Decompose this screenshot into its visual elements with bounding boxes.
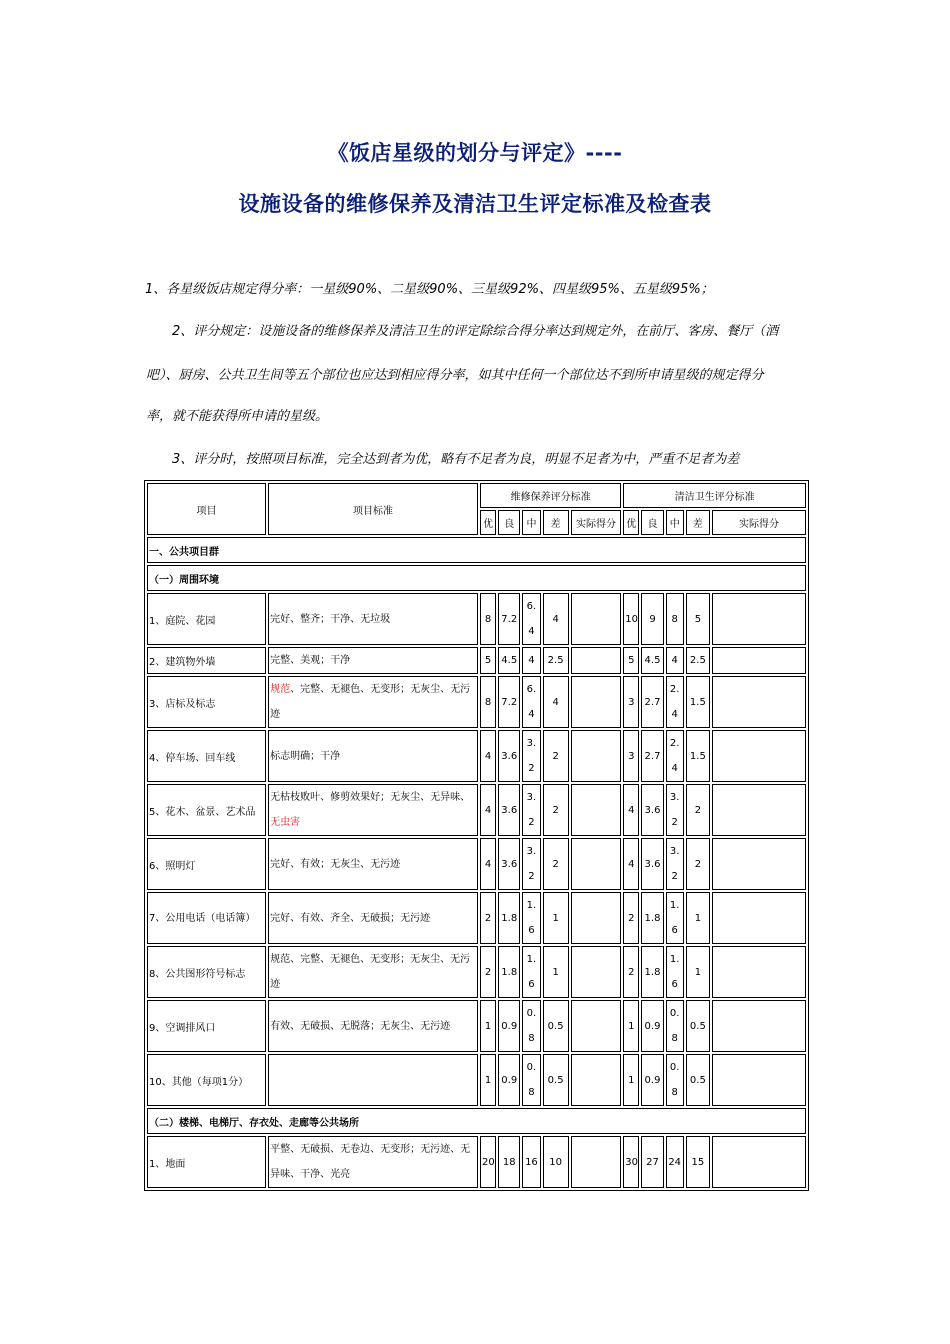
c-actual[interactable] [712, 1054, 806, 1106]
c-poor: 0.5 [686, 1000, 710, 1052]
m-medium: 1.6 [522, 946, 540, 998]
c-good: 1.8 [641, 946, 663, 998]
m-excellent: 20 [480, 1136, 496, 1188]
row-standard: 完好、整齐；干净、无垃圾 [268, 593, 478, 645]
header-cleaning: 清洁卫生评分标准 [623, 483, 806, 508]
m-medium: 3.2 [522, 784, 540, 836]
c-excellent: 2 [623, 892, 639, 944]
m-excellent: 1 [480, 1054, 496, 1106]
c-poor: 2 [686, 838, 710, 890]
m-poor: 10 [543, 1136, 569, 1188]
c-medium: 2.4 [666, 730, 684, 782]
rule-paragraph-2-line1: 2、评分规定：设施设备的维修保养及清洁卫生的评定除综合得分率达到规定外，在前厅、客房、餐厅（酒 [172, 324, 779, 339]
row-item: 4、停车场、回车线 [147, 730, 266, 782]
document-title-line2: 设施设备的维修保养及清洁卫生评定标准及检查表 [238, 192, 712, 216]
c-excellent: 4 [623, 784, 639, 836]
row-item: 1、地面 [147, 1136, 266, 1188]
c-excellent: 3 [623, 676, 639, 728]
c-actual[interactable] [712, 838, 806, 890]
c-excellent: 10 [623, 593, 639, 645]
m-actual[interactable] [571, 730, 622, 782]
m-poor: 1 [543, 892, 569, 944]
header-m-actual: 实际得分 [571, 510, 622, 535]
header-c-good: 良 [641, 510, 663, 535]
m-good: 0.9 [498, 1054, 520, 1106]
m-good: 3.6 [498, 730, 520, 782]
m-good: 1.8 [498, 946, 520, 998]
row-item: 10、其他（每项1分） [147, 1054, 266, 1106]
m-medium: 0.8 [522, 1054, 540, 1106]
header-c-excellent: 优 [623, 510, 639, 535]
m-excellent: 5 [480, 647, 496, 674]
m-excellent: 1 [480, 1000, 496, 1052]
c-good: 2.7 [641, 676, 663, 728]
table-row [147, 676, 806, 728]
m-actual[interactable] [571, 1000, 622, 1052]
m-good: 3.6 [498, 838, 520, 890]
row-item: 5、花木、盆景、艺术品 [147, 784, 266, 836]
c-medium: 1.6 [666, 946, 684, 998]
row-standard: 有效、无破损、无脱落；无灰尘、无污迹 [268, 1000, 478, 1052]
m-good: 4.5 [498, 647, 520, 674]
table-row [147, 1054, 806, 1106]
rule-paragraph-2-line2: 吧）、厨房、公共卫生间等五个部位也应达到相应得分率，如其中任何一个部位达不到所申请星级的规定得分 [146, 368, 764, 383]
c-actual[interactable] [712, 730, 806, 782]
table-row [147, 946, 806, 998]
c-medium: 4 [666, 647, 684, 674]
table-row [147, 647, 806, 674]
c-poor: 1.5 [686, 676, 710, 728]
m-poor: 2 [543, 838, 569, 890]
c-good: 1.8 [641, 892, 663, 944]
rule-paragraph-3: 3、评分时，按照项目标准，完全达到者为优，略有不足者为良，明显不足者为中，严重不足者为差 [172, 452, 740, 467]
m-good: 3.6 [498, 784, 520, 836]
m-medium: 3.2 [522, 730, 540, 782]
c-actual[interactable] [712, 1136, 806, 1188]
c-medium: 3.2 [666, 838, 684, 890]
m-actual[interactable] [571, 676, 622, 728]
c-good: 27 [641, 1136, 663, 1188]
row-item: 3、店标及标志 [147, 676, 266, 728]
c-actual[interactable] [712, 892, 806, 944]
row-standard [268, 676, 478, 728]
document-title-line1: 《饭店星级的划分与评定》---- [327, 141, 623, 165]
c-good: 2.7 [641, 730, 663, 782]
row-standard-highlight: 无虫害 [270, 817, 301, 828]
header-standard: 项目标准 [268, 483, 478, 535]
c-medium: 0.8 [666, 1000, 684, 1052]
m-medium: 6.4 [522, 676, 540, 728]
m-poor: 0.5 [543, 1054, 569, 1106]
m-actual[interactable] [571, 838, 622, 890]
m-medium: 6.4 [522, 593, 540, 645]
header-c-poor: 差 [686, 510, 710, 535]
m-medium: 3.2 [522, 838, 540, 890]
table-row [147, 730, 806, 782]
c-excellent: 1 [623, 1054, 639, 1106]
m-poor: 2 [543, 784, 569, 836]
m-medium: 0.8 [522, 1000, 540, 1052]
m-poor: 1 [543, 946, 569, 998]
m-medium: 1.6 [522, 892, 540, 944]
c-actual[interactable] [712, 647, 806, 674]
header-maintenance: 维修保养评分标准 [480, 483, 621, 508]
m-excellent: 4 [480, 730, 496, 782]
m-actual[interactable] [571, 892, 622, 944]
header-c-actual: 实际得分 [712, 510, 806, 535]
header-item: 项目 [147, 483, 266, 535]
c-actual[interactable] [712, 593, 806, 645]
table-row [147, 892, 806, 944]
c-poor: 0.5 [686, 1054, 710, 1106]
table-row [147, 1136, 806, 1188]
c-good: 0.9 [641, 1054, 663, 1106]
row-standard [268, 784, 478, 836]
c-good: 3.6 [641, 838, 663, 890]
m-good: 0.9 [498, 1000, 520, 1052]
c-poor: 1 [686, 892, 710, 944]
row-standard-text: 无枯枝败叶、修剪效果好；无灰尘、无异味、 [270, 792, 471, 803]
row-standard: 平整、无破损、无卷边、无变形；无污迹、无异味、干净、光亮 [268, 1136, 478, 1188]
c-poor: 15 [686, 1136, 710, 1188]
header-m-excellent: 优 [480, 510, 496, 535]
m-medium: 4 [522, 647, 540, 674]
subsection-public-areas: （二）楼梯、电梯厅、存衣处、走廊等公共场所 [147, 1108, 806, 1134]
m-good: 7.2 [498, 676, 520, 728]
row-standard: 完好、有效、齐全、无破损；无污迹 [268, 892, 478, 944]
m-good: 7.2 [498, 593, 520, 645]
header-c-medium: 中 [666, 510, 684, 535]
m-actual[interactable] [571, 593, 622, 645]
row-item: 7、公用电话（电话簿） [147, 892, 266, 944]
c-medium: 24 [666, 1136, 684, 1188]
c-excellent: 5 [623, 647, 639, 674]
table-row [147, 784, 806, 836]
c-medium: 0.8 [666, 1054, 684, 1106]
m-good: 1.8 [498, 892, 520, 944]
c-medium: 1.6 [666, 892, 684, 944]
row-item: 8、公共图形符号标志 [147, 946, 266, 998]
c-poor: 2.5 [686, 647, 710, 674]
m-poor: 2.5 [543, 647, 569, 674]
m-poor: 0.5 [543, 1000, 569, 1052]
m-excellent: 8 [480, 676, 496, 728]
c-actual[interactable] [712, 946, 806, 998]
m-actual[interactable] [571, 647, 622, 674]
inspection-table [144, 480, 809, 1191]
m-good: 18 [498, 1136, 520, 1188]
row-standard-text: 、完整、无褪色、无变形；无灰尘、无污迹 [270, 684, 471, 720]
c-good: 0.9 [641, 1000, 663, 1052]
row-standard: 完整、美观；干净 [268, 647, 478, 674]
c-poor: 2 [686, 784, 710, 836]
row-item: 9、空调排风口 [147, 1000, 266, 1052]
c-actual[interactable] [712, 1000, 806, 1052]
c-excellent: 2 [623, 946, 639, 998]
m-poor: 4 [543, 676, 569, 728]
header-m-medium: 中 [522, 510, 540, 535]
row-standard: 完好、有效；无灰尘、无污迹 [268, 838, 478, 890]
c-good: 9 [641, 593, 663, 645]
m-excellent: 8 [480, 593, 496, 645]
header-m-poor: 差 [543, 510, 569, 535]
c-excellent: 30 [623, 1136, 639, 1188]
m-excellent: 2 [480, 946, 496, 998]
c-excellent: 4 [623, 838, 639, 890]
table-row [147, 593, 806, 645]
c-excellent: 1 [623, 1000, 639, 1052]
m-excellent: 4 [480, 784, 496, 836]
m-excellent: 2 [480, 892, 496, 944]
c-medium: 3.2 [666, 784, 684, 836]
c-medium: 8 [666, 593, 684, 645]
c-medium: 2.4 [666, 676, 684, 728]
c-good: 3.6 [641, 784, 663, 836]
c-poor: 1 [686, 946, 710, 998]
rule-paragraph-2-line3: 率，就不能获得所申请的星级。 [146, 409, 329, 424]
row-standard: 规范、完整、无褪色、无变形；无灰尘、无污迹 [268, 946, 478, 998]
row-item: 1、庭院、花园 [147, 593, 266, 645]
m-actual[interactable] [571, 784, 622, 836]
c-good: 4.5 [641, 647, 663, 674]
m-actual[interactable] [571, 1136, 622, 1188]
subsection-surroundings: （一）周围环境 [147, 565, 806, 591]
c-excellent: 3 [623, 730, 639, 782]
m-poor: 2 [543, 730, 569, 782]
m-poor: 4 [543, 593, 569, 645]
rule-paragraph-1: 1、各星级饭店规定得分率：一星级90%、二星级90%、三星级92%、四星级95%、五星级95%； [145, 282, 714, 297]
row-standard-highlight: 规范 [270, 684, 291, 695]
header-m-good: 良 [498, 510, 520, 535]
m-excellent: 4 [480, 838, 496, 890]
table-row [147, 1000, 806, 1052]
c-poor: 1.5 [686, 730, 710, 782]
m-medium: 16 [522, 1136, 540, 1188]
row-standard [268, 1054, 478, 1106]
m-actual[interactable] [571, 1054, 622, 1106]
c-actual[interactable] [712, 676, 806, 728]
row-item: 2、建筑物外墙 [147, 647, 266, 674]
c-actual[interactable] [712, 784, 806, 836]
c-poor: 5 [686, 593, 710, 645]
m-actual[interactable] [571, 946, 622, 998]
row-item: 6、照明灯 [147, 838, 266, 890]
table-row [147, 838, 806, 890]
section-public-items: 一、公共项目群 [147, 537, 806, 563]
row-standard: 标志明确；干净 [268, 730, 478, 782]
